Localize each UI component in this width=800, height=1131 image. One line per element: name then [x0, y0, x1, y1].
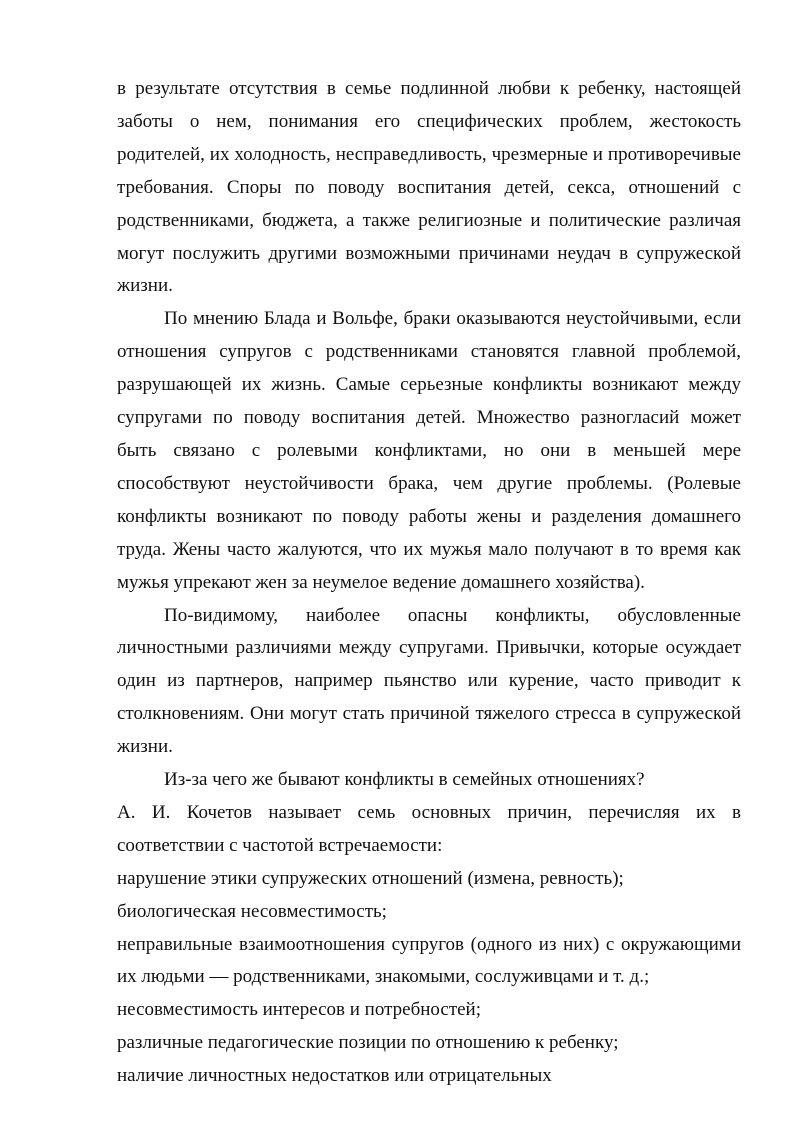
- list-item: несовместимость интересов и потребностей;: [117, 999, 481, 1021]
- paragraph-kochetov-intro: А. И. Кочетов называет семь основных причин, перечисляя их в соответствии с частотой встречаемости:: [117, 801, 741, 856]
- list-item: неправильные взаимоотношения супругов (одного из них) с окружающими их людьми — родственниками, знакомыми, сослуживцами и т. д.;: [117, 933, 741, 988]
- paragraph-personal-differences: По-видимому, наиболее опасны конфликты, обусловленные личностными различиями между супругами. Привычки, которые осуждает один из партнеров, например пьянство или курение, часто приводит к столкновениям. Они могут стать причиной тяжелого стресса в супружеской жизни.: [117, 604, 741, 758]
- paragraph-question: Из-за чего же бывают конфликты в семейных отношениях?: [164, 769, 645, 791]
- paragraph-blood-wolfe: По мнению Блада и Вольфе, браки оказываются неустойчивыми, если отношения супругов с родственниками становятся главной проблемой, разрушающей их жизнь. Самые серьезные конфликты возникают между супругами по поводу воспитания детей. Множество разногласий может быть связано с ролевыми конфликтами, но они в меньшей мере способствуют неустойчивости брака, чем другие проблемы. (Ролевые конфликты возникают по поводу работы жены и разделения домашнего труда. Жены часто жалуются, что их мужья мало получают в то время как мужья упрекают жен за неумелое ведение домашнего хозяйства).: [117, 308, 741, 593]
- list-item: нарушение этики супружеских отношений (измена, ревность);: [117, 867, 624, 889]
- causes-list: [117, 863, 741, 1093]
- list-item: различные педагогические позиции по отношению к ребенку;: [117, 1032, 619, 1054]
- list-item: наличие личностных недостатков или отрицательных: [117, 1065, 552, 1087]
- paragraph-continuation: в результате отсутствия в семье подлинной любви к ребенку, настоящей заботы о нем, понимания его специфических проблем, жестокость родителей, их холодность, несправедливость, чрезмерные и противоречивые требования. Споры по поводу воспитания детей, секса, отношений с родственниками, бюджета, а также религиозные и политические различая могут послужить другими возможными причинами неудач в супружеской жизни.: [117, 78, 741, 297]
- list-item: биологическая несовместимость;: [117, 900, 387, 922]
